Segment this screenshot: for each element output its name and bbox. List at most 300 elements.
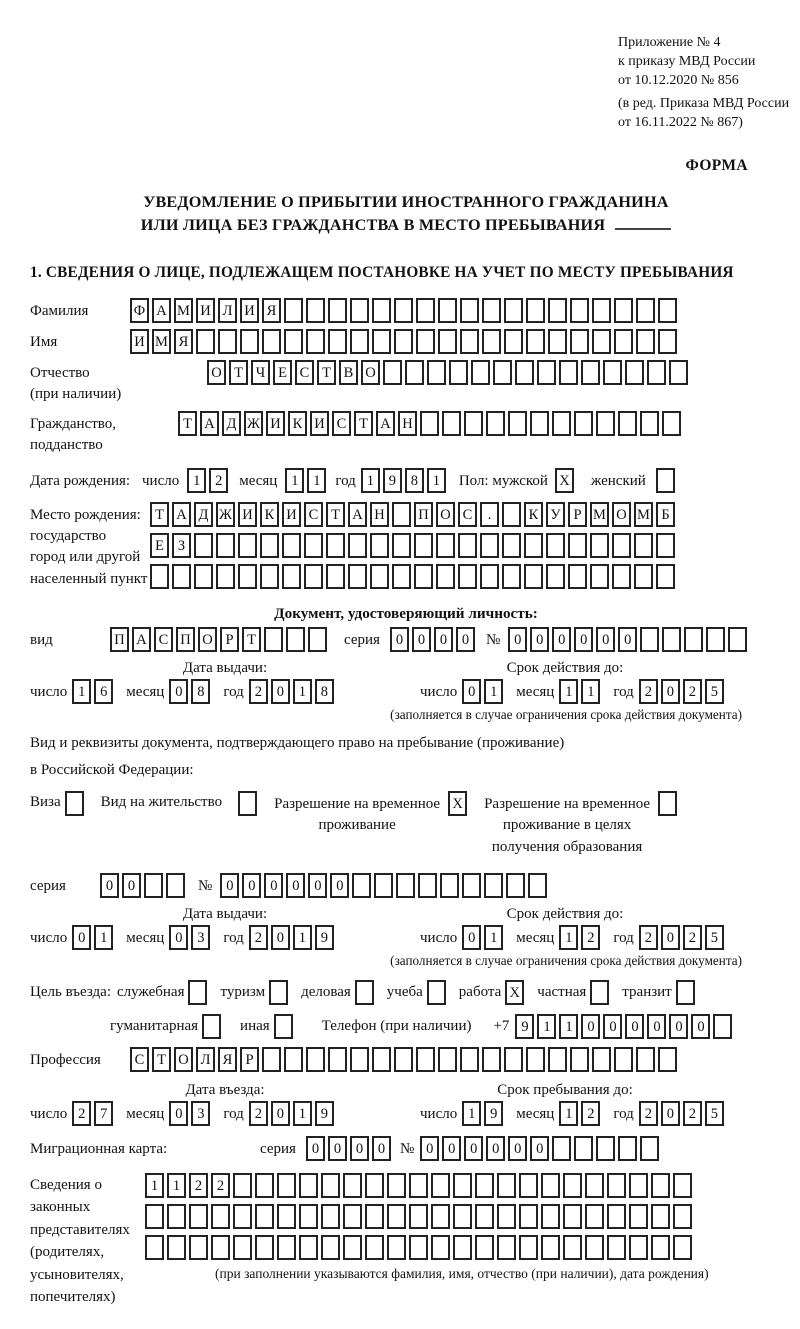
char-box[interactable] bbox=[656, 564, 675, 589]
given-name-input[interactable] bbox=[130, 329, 680, 354]
char-box[interactable] bbox=[559, 360, 578, 385]
char-box[interactable]: 1 bbox=[145, 1173, 164, 1198]
char-box[interactable]: 0 bbox=[434, 627, 453, 652]
birth-year-input[interactable] bbox=[361, 468, 449, 493]
char-box[interactable]: 0 bbox=[647, 1014, 666, 1039]
char-box[interactable] bbox=[418, 873, 437, 898]
char-box[interactable] bbox=[440, 873, 459, 898]
char-box[interactable] bbox=[614, 298, 633, 323]
stay-month[interactable] bbox=[559, 1101, 603, 1126]
char-box[interactable]: Я bbox=[262, 298, 281, 323]
char-box[interactable]: У bbox=[546, 502, 565, 527]
char-box[interactable]: 9 bbox=[515, 1014, 534, 1039]
char-box[interactable] bbox=[420, 411, 439, 436]
char-box[interactable]: Т bbox=[150, 502, 169, 527]
char-box[interactable]: О bbox=[198, 627, 217, 652]
char-box[interactable] bbox=[355, 980, 374, 1005]
char-box[interactable]: 1 bbox=[361, 468, 380, 493]
char-box[interactable] bbox=[374, 873, 393, 898]
char-box[interactable] bbox=[188, 980, 207, 1005]
char-box[interactable] bbox=[145, 1235, 164, 1260]
char-box[interactable] bbox=[614, 1047, 633, 1072]
char-box[interactable] bbox=[409, 1204, 428, 1229]
char-box[interactable] bbox=[255, 1173, 274, 1198]
birth-day-input[interactable] bbox=[187, 468, 231, 493]
char-box[interactable]: 8 bbox=[191, 679, 210, 704]
char-box[interactable]: 0 bbox=[330, 873, 349, 898]
representatives-row3-input[interactable] bbox=[145, 1235, 709, 1260]
char-box[interactable] bbox=[431, 1235, 450, 1260]
char-box[interactable] bbox=[264, 627, 283, 652]
char-box[interactable]: 0 bbox=[530, 627, 549, 652]
char-box[interactable]: Д bbox=[222, 411, 241, 436]
char-box[interactable] bbox=[194, 564, 213, 589]
char-box[interactable]: 0 bbox=[308, 873, 327, 898]
char-box[interactable] bbox=[607, 1235, 626, 1260]
char-box[interactable]: А bbox=[376, 411, 395, 436]
char-box[interactable] bbox=[438, 298, 457, 323]
char-box[interactable] bbox=[526, 1047, 545, 1072]
char-box[interactable] bbox=[658, 791, 677, 816]
char-box[interactable] bbox=[471, 360, 490, 385]
char-box[interactable] bbox=[728, 627, 747, 652]
char-box[interactable] bbox=[392, 564, 411, 589]
char-box[interactable]: 1 bbox=[293, 1101, 312, 1126]
char-box[interactable]: 0 bbox=[530, 1136, 549, 1161]
char-box[interactable] bbox=[189, 1235, 208, 1260]
char-box[interactable]: 2 bbox=[189, 1173, 208, 1198]
char-box[interactable]: 2 bbox=[683, 679, 702, 704]
char-box[interactable]: 0 bbox=[100, 873, 119, 898]
char-box[interactable] bbox=[202, 1014, 221, 1039]
char-box[interactable]: 0 bbox=[242, 873, 261, 898]
char-box[interactable] bbox=[240, 329, 259, 354]
char-box[interactable]: А bbox=[152, 298, 171, 323]
char-box[interactable]: Ж bbox=[244, 411, 263, 436]
char-box[interactable]: 0 bbox=[462, 679, 481, 704]
char-box[interactable] bbox=[526, 329, 545, 354]
phone-input[interactable] bbox=[515, 1014, 735, 1039]
char-box[interactable] bbox=[537, 360, 556, 385]
doc-kind-input[interactable] bbox=[110, 627, 330, 652]
char-box[interactable] bbox=[662, 411, 681, 436]
char-box[interactable] bbox=[431, 1173, 450, 1198]
birth-place-row3-input[interactable] bbox=[150, 564, 678, 589]
char-box[interactable]: 0 bbox=[306, 1136, 325, 1161]
char-box[interactable]: 0 bbox=[350, 1136, 369, 1161]
char-box[interactable]: 2 bbox=[72, 1101, 91, 1126]
char-box[interactable]: Т bbox=[326, 502, 345, 527]
char-box[interactable] bbox=[519, 1173, 538, 1198]
patronymic-input[interactable] bbox=[207, 360, 691, 385]
char-box[interactable] bbox=[486, 411, 505, 436]
char-box[interactable] bbox=[640, 411, 659, 436]
char-box[interactable]: 0 bbox=[271, 925, 290, 950]
char-box[interactable]: М bbox=[152, 329, 171, 354]
char-box[interactable] bbox=[676, 980, 695, 1005]
char-box[interactable]: К bbox=[260, 502, 279, 527]
char-box[interactable]: 1 bbox=[581, 679, 600, 704]
char-box[interactable] bbox=[414, 564, 433, 589]
residence-expiry-year[interactable] bbox=[639, 925, 727, 950]
char-box[interactable] bbox=[519, 1235, 538, 1260]
char-box[interactable]: 0 bbox=[264, 873, 283, 898]
char-box[interactable]: 3 bbox=[191, 925, 210, 950]
char-box[interactable]: 6 bbox=[94, 679, 113, 704]
char-box[interactable]: И bbox=[282, 502, 301, 527]
char-box[interactable] bbox=[541, 1235, 560, 1260]
char-box[interactable]: Ч bbox=[251, 360, 270, 385]
char-box[interactable] bbox=[343, 1173, 362, 1198]
char-box[interactable] bbox=[574, 1136, 593, 1161]
representatives-row2-input[interactable] bbox=[145, 1204, 709, 1229]
char-box[interactable] bbox=[350, 329, 369, 354]
char-box[interactable]: 8 bbox=[315, 679, 334, 704]
char-box[interactable]: В bbox=[339, 360, 358, 385]
char-box[interactable]: 2 bbox=[639, 925, 658, 950]
char-box[interactable]: С bbox=[304, 502, 323, 527]
char-box[interactable]: И bbox=[130, 329, 149, 354]
char-box[interactable] bbox=[321, 1235, 340, 1260]
char-box[interactable]: 0 bbox=[581, 1014, 600, 1039]
char-box[interactable]: 0 bbox=[122, 873, 141, 898]
char-box[interactable]: О bbox=[612, 502, 631, 527]
char-box[interactable]: X bbox=[448, 791, 467, 816]
char-box[interactable]: 0 bbox=[328, 1136, 347, 1161]
char-box[interactable]: 8 bbox=[405, 468, 424, 493]
char-box[interactable] bbox=[656, 468, 675, 493]
char-box[interactable] bbox=[484, 873, 503, 898]
char-box[interactable] bbox=[328, 329, 347, 354]
char-box[interactable]: 2 bbox=[581, 1101, 600, 1126]
doc-series-input[interactable] bbox=[390, 627, 478, 652]
char-box[interactable] bbox=[427, 360, 446, 385]
char-box[interactable] bbox=[343, 1204, 362, 1229]
char-box[interactable] bbox=[238, 564, 257, 589]
char-box[interactable] bbox=[658, 329, 677, 354]
char-box[interactable] bbox=[453, 1235, 472, 1260]
char-box[interactable] bbox=[612, 533, 631, 558]
char-box[interactable]: X bbox=[505, 980, 524, 1005]
char-box[interactable] bbox=[458, 564, 477, 589]
char-box[interactable] bbox=[524, 533, 543, 558]
char-box[interactable] bbox=[482, 329, 501, 354]
char-box[interactable]: 2 bbox=[209, 468, 228, 493]
char-box[interactable]: Р bbox=[220, 627, 239, 652]
char-box[interactable] bbox=[350, 298, 369, 323]
char-box[interactable]: 0 bbox=[462, 925, 481, 950]
char-box[interactable] bbox=[449, 360, 468, 385]
char-box[interactable]: Т bbox=[317, 360, 336, 385]
char-box[interactable] bbox=[546, 564, 565, 589]
doc-number-input[interactable] bbox=[508, 627, 750, 652]
char-box[interactable]: А bbox=[348, 502, 367, 527]
stay-day[interactable] bbox=[462, 1101, 506, 1126]
char-box[interactable]: 0 bbox=[390, 627, 409, 652]
char-box[interactable]: 0 bbox=[552, 627, 571, 652]
char-box[interactable] bbox=[673, 1173, 692, 1198]
char-box[interactable]: 0 bbox=[574, 627, 593, 652]
residence-expiry-day[interactable] bbox=[462, 925, 506, 950]
char-box[interactable]: 0 bbox=[618, 627, 637, 652]
char-box[interactable] bbox=[409, 1173, 428, 1198]
char-box[interactable]: 2 bbox=[683, 1101, 702, 1126]
char-box[interactable] bbox=[299, 1235, 318, 1260]
char-box[interactable] bbox=[592, 329, 611, 354]
char-box[interactable]: И bbox=[196, 298, 215, 323]
char-box[interactable]: О bbox=[174, 1047, 193, 1072]
char-box[interactable] bbox=[618, 1136, 637, 1161]
char-box[interactable]: И bbox=[310, 411, 329, 436]
char-box[interactable] bbox=[442, 411, 461, 436]
char-box[interactable]: Е bbox=[273, 360, 292, 385]
purpose-private-checkbox[interactable] bbox=[590, 980, 612, 1005]
char-box[interactable] bbox=[436, 533, 455, 558]
char-box[interactable] bbox=[528, 873, 547, 898]
char-box[interactable]: 0 bbox=[169, 925, 188, 950]
char-box[interactable] bbox=[348, 564, 367, 589]
char-box[interactable] bbox=[651, 1204, 670, 1229]
char-box[interactable]: 1 bbox=[187, 468, 206, 493]
char-box[interactable]: 9 bbox=[315, 925, 334, 950]
char-box[interactable]: М bbox=[634, 502, 653, 527]
char-box[interactable] bbox=[563, 1235, 582, 1260]
char-box[interactable]: 0 bbox=[271, 1101, 290, 1126]
char-box[interactable] bbox=[453, 1204, 472, 1229]
residence-issue-day[interactable] bbox=[72, 925, 116, 950]
char-box[interactable] bbox=[504, 1047, 523, 1072]
char-box[interactable]: Ф bbox=[130, 298, 149, 323]
char-box[interactable]: 2 bbox=[249, 925, 268, 950]
char-box[interactable] bbox=[482, 1047, 501, 1072]
char-box[interactable]: 3 bbox=[191, 1101, 210, 1126]
char-box[interactable] bbox=[387, 1235, 406, 1260]
char-box[interactable] bbox=[438, 329, 457, 354]
char-box[interactable] bbox=[570, 298, 589, 323]
char-box[interactable] bbox=[365, 1235, 384, 1260]
char-box[interactable] bbox=[658, 298, 677, 323]
char-box[interactable] bbox=[508, 411, 527, 436]
char-box[interactable] bbox=[504, 329, 523, 354]
char-box[interactable] bbox=[640, 627, 659, 652]
char-box[interactable]: 0 bbox=[486, 1136, 505, 1161]
char-box[interactable]: 0 bbox=[420, 1136, 439, 1161]
char-box[interactable]: . bbox=[480, 502, 499, 527]
char-box[interactable] bbox=[328, 298, 347, 323]
entry-month[interactable] bbox=[169, 1101, 213, 1126]
char-box[interactable] bbox=[286, 627, 305, 652]
char-box[interactable]: 5 bbox=[705, 925, 724, 950]
char-box[interactable] bbox=[308, 627, 327, 652]
char-box[interactable] bbox=[713, 1014, 732, 1039]
char-box[interactable] bbox=[634, 564, 653, 589]
char-box[interactable] bbox=[684, 627, 703, 652]
char-box[interactable] bbox=[233, 1235, 252, 1260]
purpose-study-checkbox[interactable] bbox=[427, 980, 449, 1005]
char-box[interactable] bbox=[596, 411, 615, 436]
char-box[interactable] bbox=[326, 564, 345, 589]
char-box[interactable] bbox=[563, 1204, 582, 1229]
char-box[interactable] bbox=[475, 1204, 494, 1229]
char-box[interactable] bbox=[634, 533, 653, 558]
char-box[interactable] bbox=[365, 1173, 384, 1198]
char-box[interactable] bbox=[629, 1204, 648, 1229]
doc-issue-year[interactable] bbox=[249, 679, 337, 704]
char-box[interactable] bbox=[614, 329, 633, 354]
char-box[interactable] bbox=[304, 564, 323, 589]
char-box[interactable]: 1 bbox=[559, 1014, 578, 1039]
char-box[interactable]: И bbox=[266, 411, 285, 436]
char-box[interactable] bbox=[306, 1047, 325, 1072]
char-box[interactable] bbox=[166, 873, 185, 898]
char-box[interactable] bbox=[372, 298, 391, 323]
char-box[interactable]: 0 bbox=[271, 679, 290, 704]
char-box[interactable] bbox=[585, 1204, 604, 1229]
char-box[interactable] bbox=[277, 1204, 296, 1229]
char-box[interactable]: 0 bbox=[691, 1014, 710, 1039]
temp-residence-checkbox[interactable] bbox=[448, 791, 470, 816]
char-box[interactable] bbox=[592, 1047, 611, 1072]
char-box[interactable]: Т bbox=[152, 1047, 171, 1072]
char-box[interactable]: С bbox=[332, 411, 351, 436]
char-box[interactable] bbox=[506, 873, 525, 898]
char-box[interactable]: А bbox=[172, 502, 191, 527]
char-box[interactable] bbox=[216, 564, 235, 589]
char-box[interactable] bbox=[458, 533, 477, 558]
char-box[interactable] bbox=[233, 1204, 252, 1229]
char-box[interactable] bbox=[144, 873, 163, 898]
char-box[interactable] bbox=[706, 627, 725, 652]
char-box[interactable] bbox=[284, 298, 303, 323]
char-box[interactable] bbox=[515, 360, 534, 385]
char-box[interactable] bbox=[546, 533, 565, 558]
purpose-humanitarian-checkbox[interactable] bbox=[202, 1014, 224, 1039]
residence-permit-checkbox[interactable] bbox=[238, 791, 260, 816]
purpose-transit-checkbox[interactable] bbox=[676, 980, 698, 1005]
char-box[interactable]: О bbox=[207, 360, 226, 385]
sex-female-checkbox[interactable] bbox=[656, 468, 678, 493]
char-box[interactable]: 9 bbox=[484, 1101, 503, 1126]
char-box[interactable] bbox=[387, 1173, 406, 1198]
char-box[interactable] bbox=[640, 1136, 659, 1161]
doc-expiry-day[interactable] bbox=[462, 679, 506, 704]
char-box[interactable]: 0 bbox=[596, 627, 615, 652]
char-box[interactable] bbox=[607, 1204, 626, 1229]
char-box[interactable] bbox=[502, 502, 521, 527]
char-box[interactable]: М bbox=[174, 298, 193, 323]
char-box[interactable] bbox=[629, 1235, 648, 1260]
char-box[interactable]: Н bbox=[398, 411, 417, 436]
char-box[interactable] bbox=[590, 564, 609, 589]
char-box[interactable]: Л bbox=[196, 1047, 215, 1072]
visa-checkbox[interactable] bbox=[65, 791, 87, 816]
char-box[interactable] bbox=[541, 1204, 560, 1229]
char-box[interactable] bbox=[211, 1204, 230, 1229]
char-box[interactable] bbox=[548, 298, 567, 323]
char-box[interactable] bbox=[480, 533, 499, 558]
char-box[interactable]: 1 bbox=[462, 1101, 481, 1126]
char-box[interactable]: Р bbox=[568, 502, 587, 527]
residence-expiry-month[interactable] bbox=[559, 925, 603, 950]
char-box[interactable]: 2 bbox=[249, 679, 268, 704]
char-box[interactable] bbox=[453, 1173, 472, 1198]
char-box[interactable]: 0 bbox=[72, 925, 91, 950]
char-box[interactable] bbox=[552, 1136, 571, 1161]
char-box[interactable] bbox=[636, 298, 655, 323]
char-box[interactable] bbox=[392, 502, 411, 527]
char-box[interactable] bbox=[65, 791, 84, 816]
char-box[interactable] bbox=[370, 533, 389, 558]
char-box[interactable]: И bbox=[240, 298, 259, 323]
char-box[interactable]: 1 bbox=[427, 468, 446, 493]
char-box[interactable] bbox=[548, 329, 567, 354]
char-box[interactable] bbox=[274, 1014, 293, 1039]
doc-expiry-year[interactable] bbox=[639, 679, 727, 704]
char-box[interactable] bbox=[651, 1235, 670, 1260]
char-box[interactable]: 0 bbox=[286, 873, 305, 898]
migration-series-input[interactable] bbox=[306, 1136, 394, 1161]
char-box[interactable] bbox=[612, 564, 631, 589]
char-box[interactable] bbox=[656, 533, 675, 558]
char-box[interactable] bbox=[306, 329, 325, 354]
char-box[interactable] bbox=[262, 1047, 281, 1072]
char-box[interactable]: Р bbox=[240, 1047, 259, 1072]
char-box[interactable]: 9 bbox=[383, 468, 402, 493]
char-box[interactable] bbox=[260, 564, 279, 589]
char-box[interactable] bbox=[394, 329, 413, 354]
char-box[interactable] bbox=[416, 329, 435, 354]
char-box[interactable] bbox=[282, 564, 301, 589]
migration-number-input[interactable] bbox=[420, 1136, 662, 1161]
char-box[interactable] bbox=[394, 1047, 413, 1072]
char-box[interactable]: Я bbox=[218, 1047, 237, 1072]
char-box[interactable] bbox=[462, 873, 481, 898]
citizenship-input[interactable] bbox=[178, 411, 684, 436]
char-box[interactable] bbox=[636, 1047, 655, 1072]
char-box[interactable]: А bbox=[132, 627, 151, 652]
char-box[interactable]: Я bbox=[174, 329, 193, 354]
char-box[interactable] bbox=[196, 329, 215, 354]
purpose-business-checkbox[interactable] bbox=[355, 980, 377, 1005]
char-box[interactable]: О bbox=[436, 502, 455, 527]
char-box[interactable]: 0 bbox=[169, 679, 188, 704]
char-box[interactable]: 0 bbox=[669, 1014, 688, 1039]
char-box[interactable] bbox=[414, 533, 433, 558]
char-box[interactable] bbox=[321, 1204, 340, 1229]
char-box[interactable] bbox=[651, 1173, 670, 1198]
char-box[interactable] bbox=[260, 533, 279, 558]
char-box[interactable] bbox=[502, 564, 521, 589]
char-box[interactable] bbox=[343, 1235, 362, 1260]
char-box[interactable] bbox=[603, 360, 622, 385]
char-box[interactable] bbox=[475, 1235, 494, 1260]
char-box[interactable] bbox=[530, 411, 549, 436]
char-box[interactable]: 1 bbox=[537, 1014, 556, 1039]
char-box[interactable]: 1 bbox=[559, 679, 578, 704]
char-box[interactable] bbox=[570, 1047, 589, 1072]
char-box[interactable] bbox=[427, 980, 446, 1005]
char-box[interactable] bbox=[480, 564, 499, 589]
char-box[interactable]: 0 bbox=[508, 1136, 527, 1161]
char-box[interactable]: 1 bbox=[285, 468, 304, 493]
char-box[interactable]: X bbox=[555, 468, 574, 493]
char-box[interactable] bbox=[596, 1136, 615, 1161]
char-box[interactable]: Т bbox=[242, 627, 261, 652]
doc-expiry-month[interactable] bbox=[559, 679, 603, 704]
char-box[interactable]: 0 bbox=[169, 1101, 188, 1126]
char-box[interactable] bbox=[568, 533, 587, 558]
profession-input[interactable] bbox=[130, 1047, 680, 1072]
